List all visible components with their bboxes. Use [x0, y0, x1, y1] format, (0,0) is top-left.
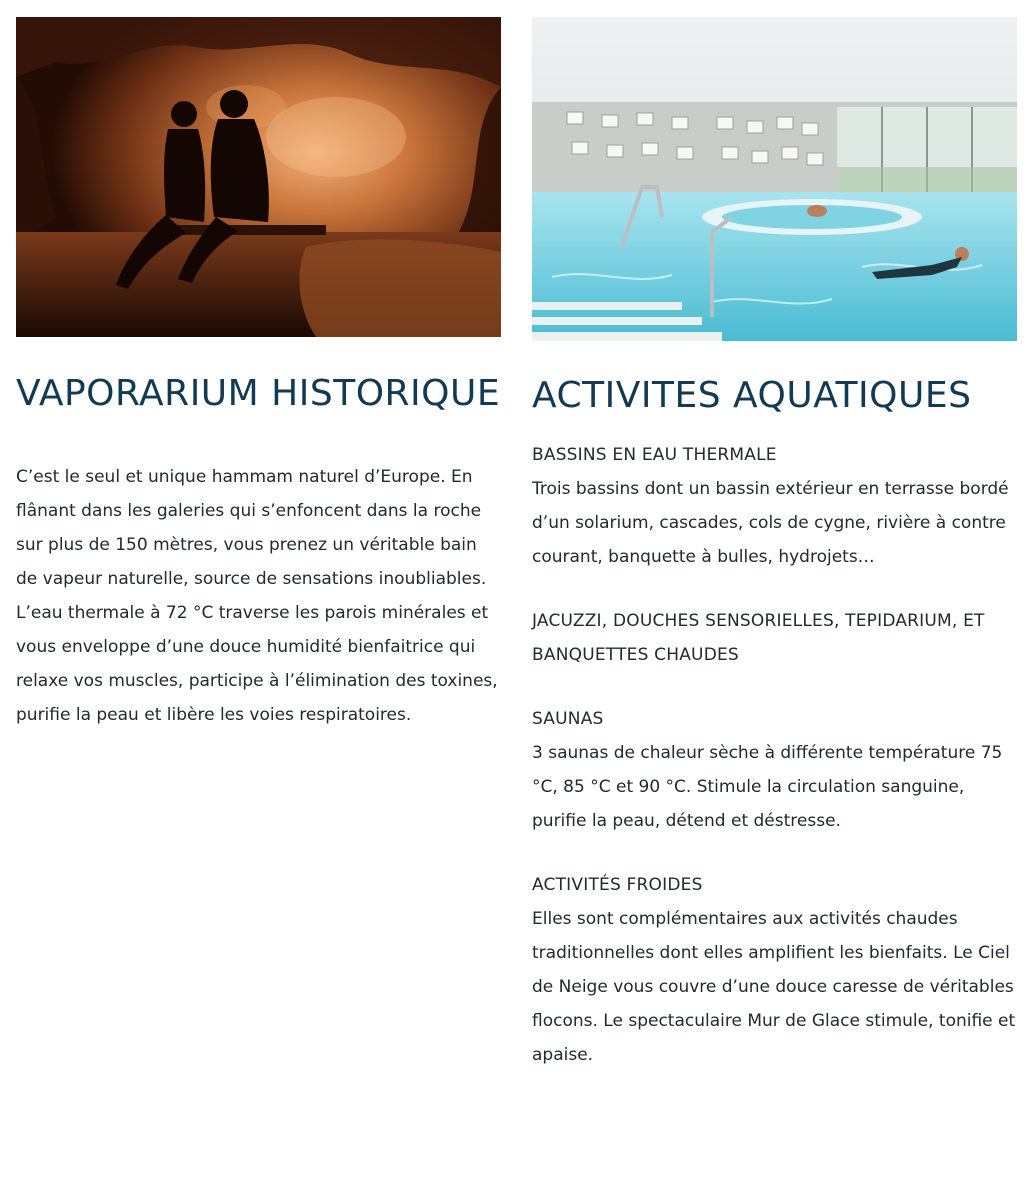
activity-block-cold-activities: [532, 868, 1017, 1072]
aquatic-activities-list: [532, 438, 1017, 1072]
aquatic-activities-section: [532, 17, 1017, 1072]
activity-block-saunas: [532, 702, 1017, 838]
activity-title: JACUZZI, DOUCHES SENSORIELLES, TEPIDARIUM, ET BANQUETTES CHAUDES: [532, 611, 985, 665]
activity-block-jacuzzi: [532, 604, 1017, 672]
aquatic-pool-photo: [532, 17, 1017, 341]
vaporarium-photo: [16, 17, 501, 337]
vaporarium-section: [16, 17, 501, 732]
activity-description: 3 saunas de chaleur sèche à différente température 75 °C, 85 °C et 90 °C. Stimule la circulation sanguine, purifie la peau, détend et déstresse.: [532, 743, 1003, 831]
activity-block-thermal-pools: [532, 438, 1017, 574]
vaporarium-heading: VAPORARIUM HISTORIQUE: [16, 373, 501, 414]
aquatic-heading: ACTIVITES AQUATIQUES: [532, 375, 972, 416]
activity-title: SAUNAS: [532, 709, 604, 729]
vaporarium-description: C’est le seul et unique hammam naturel d’Europe. En flânant dans les galeries qui s’enfoncent dans la roche sur plus de 150 mètres, vous prenez un véritable bain de vapeur naturelle, source de sensations inoubliables. L’eau thermale à 72 °C traverse les parois minérales et vous enveloppe d’une douce humidité bienfaitrice qui relaxe vos muscles, participe à l’élimination des toxines, purifie la peau et libère les voies respiratoires.: [16, 467, 498, 725]
activity-description: Trois bassins dont un bassin extérieur en terrasse bordé d’un solarium, cascades, cols de cygne, rivière à contre courant, banquette à bulles, hydrojets…: [532, 479, 1009, 567]
activity-title: ACTIVITÉS FROIDES: [532, 875, 703, 895]
activity-description: Elles sont complémentaires aux activités chaudes traditionnelles dont elles amplifient les bienfaits. Le Ciel de Neige vous couvre d’une douce caresse de véritables flocons. Le spectaculaire Mur de Glace stimule, tonifie et apaise.: [532, 909, 1016, 1065]
activity-title: BASSINS EN EAU THERMALE: [532, 445, 777, 465]
